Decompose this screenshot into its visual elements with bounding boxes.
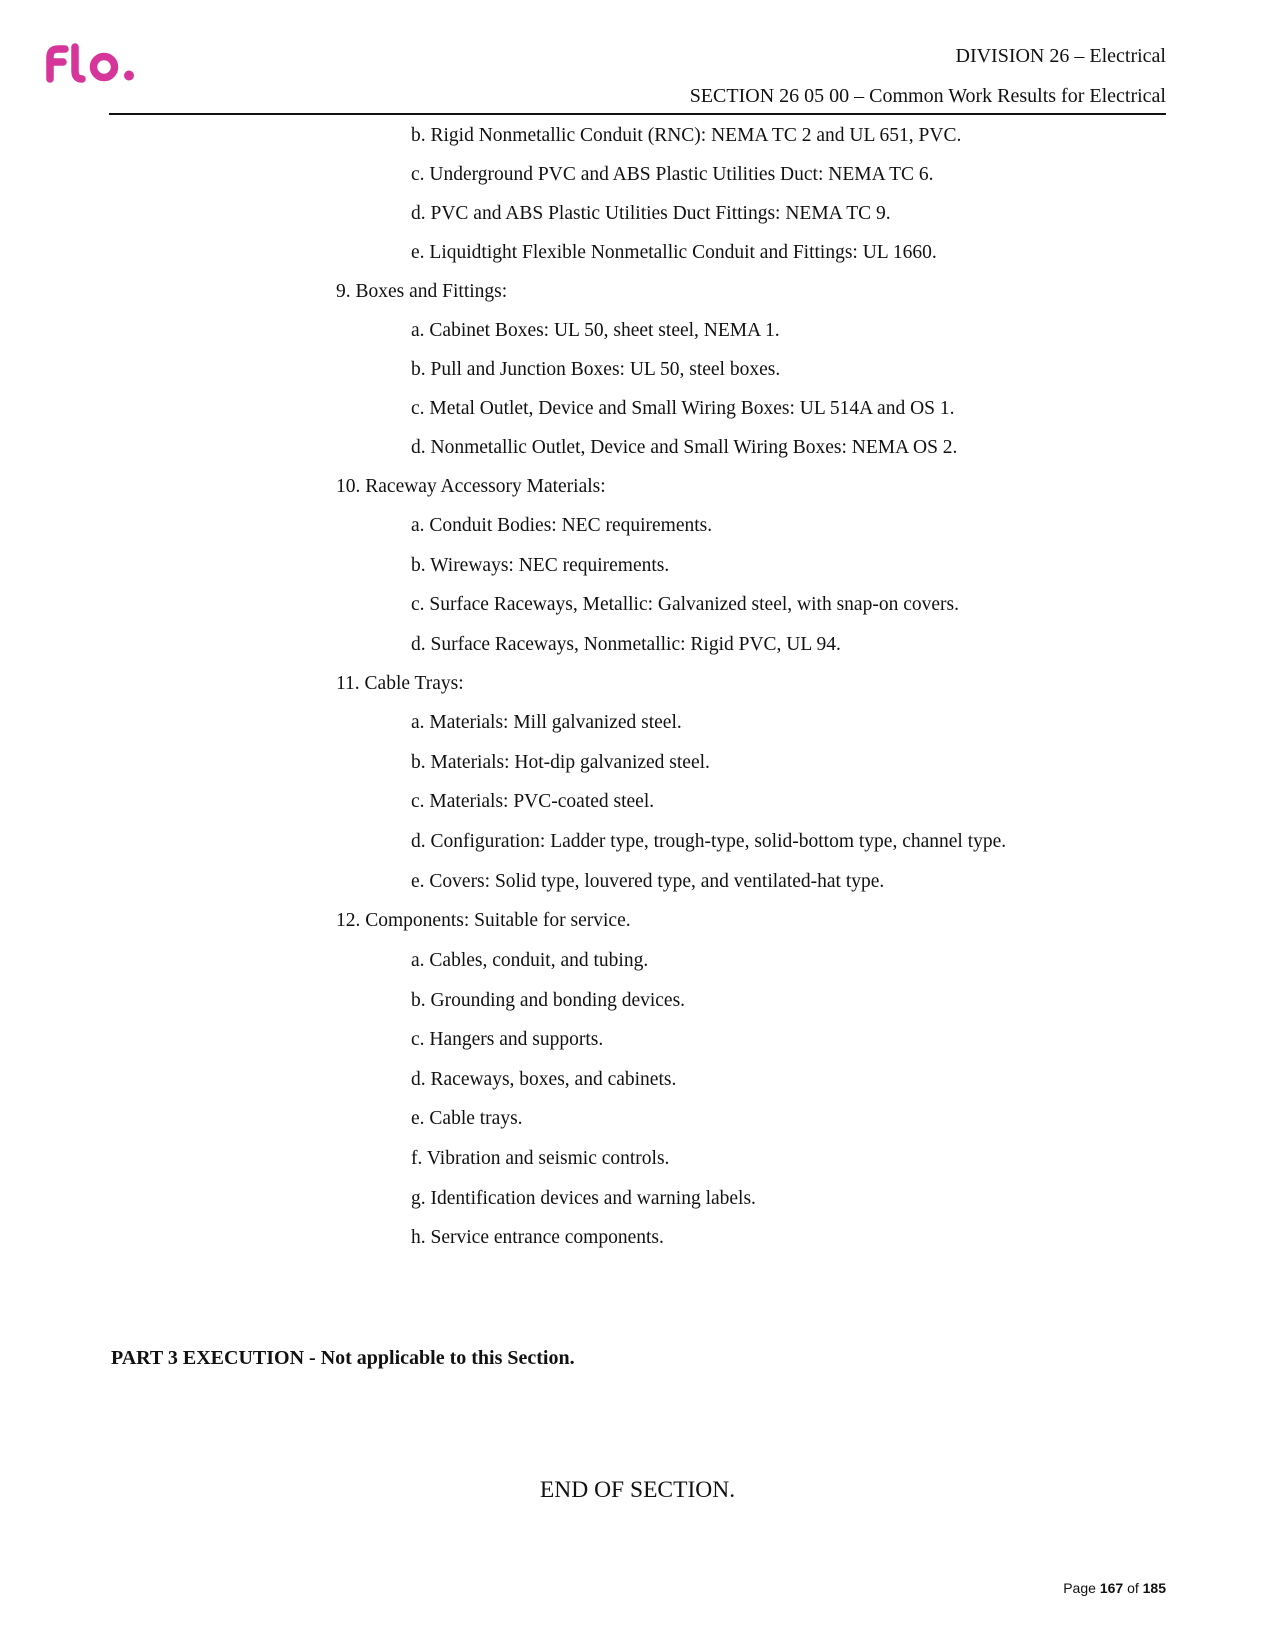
list-heading: 10. Raceway Accessory Materials:: [336, 476, 606, 497]
list-heading: 12. Components: Suitable for service.: [336, 910, 631, 931]
division-title: DIVISION 26 – Electrical: [955, 45, 1166, 67]
list-item: g. Identification devices and warning labels.: [411, 1188, 756, 1209]
list-item: c. Surface Raceways, Metallic: Galvanized steel, with snap-on covers.: [411, 594, 959, 615]
list-item: b. Rigid Nonmetallic Conduit (RNC): NEMA TC 2 and UL 651, PVC.: [411, 125, 962, 146]
list-item: d. Surface Raceways, Nonmetallic: Rigid PVC, UL 94.: [411, 634, 841, 655]
section-title: SECTION 26 05 00 – Common Work Results for Electrical: [689, 85, 1166, 107]
list-heading: 9. Boxes and Fittings:: [336, 281, 508, 302]
list-item: d. Raceways, boxes, and cabinets.: [411, 1069, 677, 1090]
list-item: d. PVC and ABS Plastic Utilities Duct Fittings: NEMA TC 9.: [411, 203, 891, 224]
list-item: d. Configuration: Ladder type, trough-type, solid-bottom type, channel type.: [411, 831, 1007, 852]
list-item: a. Cables, conduit, and tubing.: [411, 950, 649, 971]
list-item: a. Cabinet Boxes: UL 50, sheet steel, NEMA 1.: [411, 320, 780, 341]
list-item: c. Materials: PVC-coated steel.: [411, 791, 655, 812]
end-of-section: END OF SECTION.: [539, 1477, 736, 1503]
page-total: 185: [1142, 1580, 1166, 1596]
list-item: b. Grounding and bonding devices.: [411, 990, 686, 1011]
list-item: e. Cable trays.: [411, 1108, 523, 1129]
list-item: b. Materials: Hot-dip galvanized steel.: [411, 752, 710, 773]
flo-logo-mark: [44, 40, 140, 86]
page-number: [1063, 1580, 1166, 1596]
list-heading: 11. Cable Trays:: [336, 673, 464, 694]
list-item: b. Wireways: NEC requirements.: [411, 555, 670, 576]
flo-logo: [44, 40, 140, 86]
list-item: a. Materials: Mill galvanized steel.: [411, 712, 682, 733]
list-item: h. Service entrance components.: [411, 1227, 664, 1248]
list-item: a. Conduit Bodies: NEC requirements.: [411, 515, 713, 536]
list-item: b. Pull and Junction Boxes: UL 50, steel boxes.: [411, 359, 781, 380]
list-item: f. Vibration and seismic controls.: [411, 1148, 670, 1169]
list-item: c. Underground PVC and ABS Plastic Utilities Duct: NEMA TC 6.: [411, 164, 934, 185]
list-item: e. Covers: Solid type, louvered type, and ventilated-hat type.: [411, 871, 885, 892]
header-rule: [109, 113, 1166, 115]
part-3-heading: PART 3 EXECUTION - Not applicable to this Section.: [111, 1347, 575, 1369]
page-of: of: [1127, 1580, 1139, 1596]
page-label: Page: [1063, 1580, 1096, 1596]
list-item: c. Metal Outlet, Device and Small Wiring Boxes: UL 514A and OS 1.: [411, 398, 955, 419]
list-item: e. Liquidtight Flexible Nonmetallic Conduit and Fittings: UL 1660.: [411, 242, 937, 263]
list-item: d. Nonmetallic Outlet, Device and Small Wiring Boxes: NEMA OS 2.: [411, 437, 958, 458]
page-current: 167: [1099, 1580, 1124, 1596]
list-item: c. Hangers and supports.: [411, 1029, 604, 1050]
